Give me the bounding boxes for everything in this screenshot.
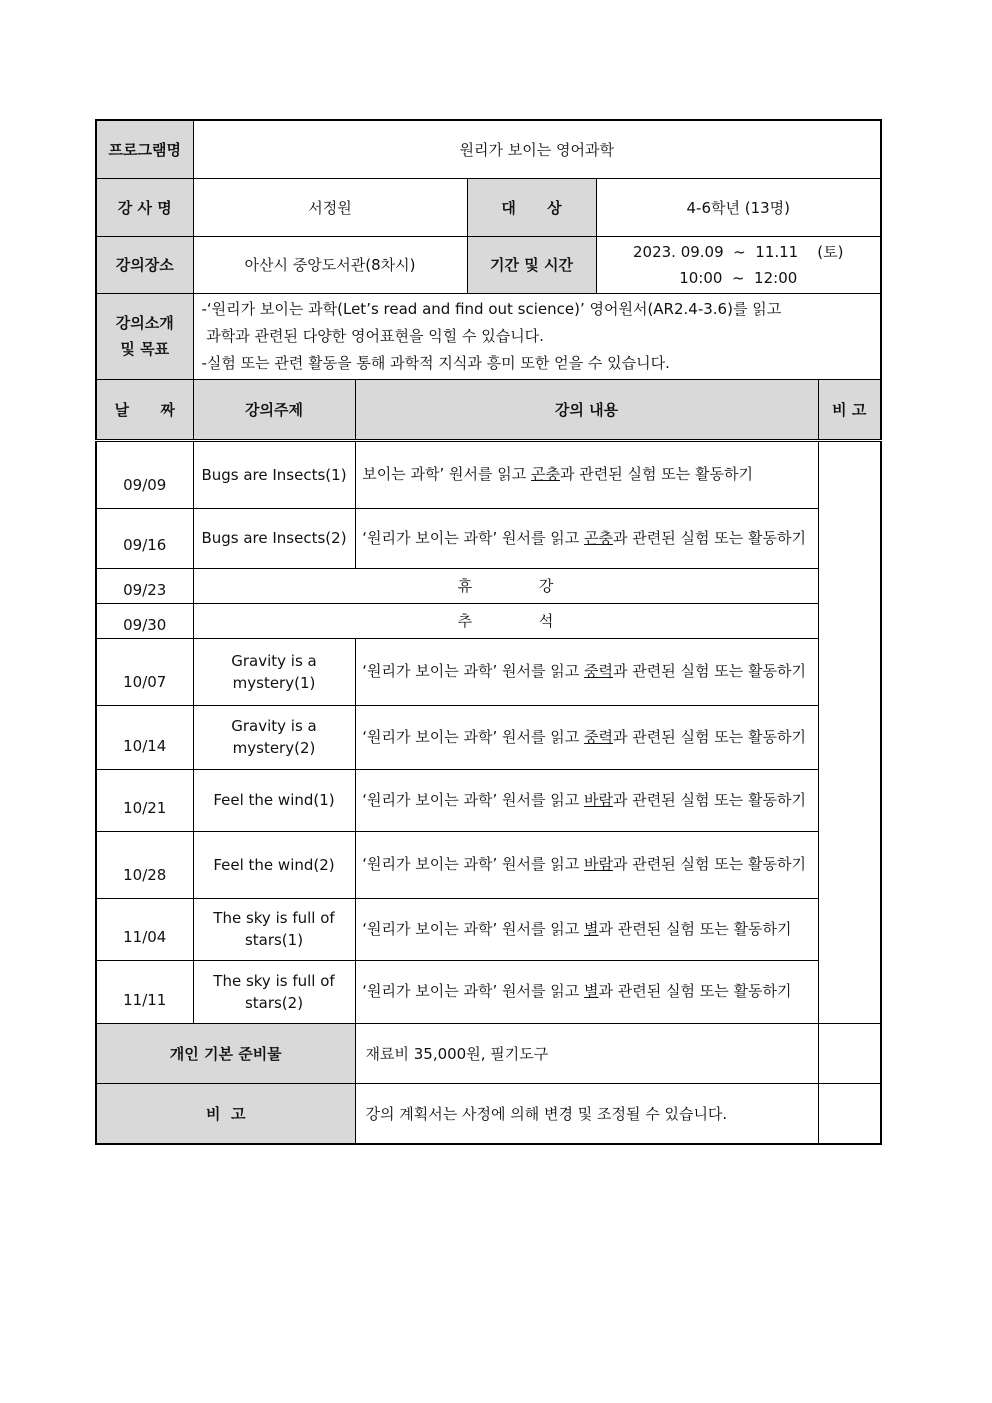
content-keyword: 별 <box>584 919 599 938</box>
schedule-date: 11/11 <box>96 960 193 1023</box>
date-column-header: 날 짜 <box>96 379 193 440</box>
topic-column-header: 강의주제 <box>193 379 355 440</box>
content-text: ‘원리가 보이는 과학’ 원서를 읽고 <box>357 982 585 1000</box>
remark-label: 비 고 <box>96 1083 355 1144</box>
supplies-row <box>96 1023 881 1083</box>
location-value: 아산시 중앙도서관(8차시) <box>193 236 467 293</box>
content-text: 과 관련된 실험 또는 활동하기 <box>613 662 806 680</box>
program-label: 프로그램명 <box>96 120 193 178</box>
period-dates: 2023. 09.09 ~ 11.11 (토) <box>632 242 844 261</box>
schedule-row <box>96 638 881 705</box>
remark-row <box>96 1083 881 1144</box>
schedule-row <box>96 508 881 568</box>
no-class-note: 추 석 <box>193 603 818 638</box>
instructor-label: 강 사 명 <box>96 178 193 236</box>
content-keyword: 곤충 <box>584 528 614 547</box>
schedule-content <box>355 898 818 960</box>
content-text: ‘원리가 보이는 과학’ 원서를 읽고 <box>357 528 585 547</box>
period-value <box>596 236 881 293</box>
schedule-content <box>355 638 818 705</box>
schedule-content <box>355 769 818 831</box>
content-text: 과 관련된 실험 또는 활동하기 <box>598 919 792 938</box>
intro-line: 과학과 관련된 다양한 영어표현을 익힐 수 있습니다. <box>201 326 544 345</box>
schedule-date: 09/09 <box>96 440 193 508</box>
schedule-date: 10/14 <box>96 705 193 769</box>
content-keyword: 별 <box>584 982 599 1000</box>
intro-label-line1: 강의소개 <box>115 314 174 332</box>
target-value: 4-6학년 (13명) <box>596 178 881 236</box>
program-row <box>96 120 881 178</box>
schedule-header-row <box>96 379 881 440</box>
content-keyword: 곤충 <box>531 465 561 483</box>
schedule-topic: The sky is full of stars(1) <box>193 898 355 960</box>
content-text: 과 관련된 실험 또는 활동하기 <box>560 465 753 483</box>
content-column-header: 강의 내용 <box>355 379 818 440</box>
schedule-row <box>96 603 881 638</box>
schedule-date: 09/23 <box>96 568 193 603</box>
schedule-date: 10/21 <box>96 769 193 831</box>
intro-label <box>96 293 193 379</box>
schedule-row <box>96 960 881 1023</box>
content-text: 과 관련된 실험 또는 활동하기 <box>598 982 792 1000</box>
content-text: ‘원리가 보이는 과학’ 원서를 읽고 <box>357 662 585 680</box>
schedule-date: 11/04 <box>96 898 193 960</box>
schedule-content <box>355 440 818 508</box>
schedule-note <box>818 440 881 1023</box>
schedule-date: 10/07 <box>96 638 193 705</box>
content-text: 과 관련된 실험 또는 활동하기 <box>613 727 806 746</box>
target-label: 대 상 <box>467 178 596 236</box>
schedule-topic: Bugs are Insects(1) <box>193 440 355 508</box>
schedule-content <box>355 831 818 898</box>
footer-blank-cell <box>818 1083 881 1144</box>
period-times: 10:00 ~ 12:00 <box>679 268 798 287</box>
schedule-date: 09/16 <box>96 508 193 568</box>
schedule-row <box>96 898 881 960</box>
intro-line: -‘원리가 보이는 과학(Let’s read and find out science)’ 영어원서(AR2.4-3.6)를 읽고 <box>201 299 782 318</box>
schedule-date: 10/28 <box>96 831 193 898</box>
schedule-topic: Feel the wind(2) <box>193 831 355 898</box>
footer-blank-cell <box>818 1023 881 1083</box>
schedule-topic: The sky is full of stars(2) <box>193 960 355 1023</box>
intro-text <box>193 293 881 379</box>
instructor-row <box>96 178 881 236</box>
location-label: 강의장소 <box>96 236 193 293</box>
supplies-value: 재료비 35,000원, 필기도구 <box>355 1023 818 1083</box>
schedule-topic: Gravity is a mystery(1) <box>193 638 355 705</box>
content-text: 과 관련된 실험 또는 활동하기 <box>613 855 806 873</box>
note-column-header: 비 고 <box>818 379 881 440</box>
schedule-row <box>96 440 881 508</box>
period-label: 기간 및 시간 <box>467 236 596 293</box>
lecture-plan-table <box>95 119 882 1145</box>
schedule-content <box>355 705 818 769</box>
schedule-topic: Gravity is a mystery(2) <box>193 705 355 769</box>
schedule-topic: Feel the wind(1) <box>193 769 355 831</box>
no-class-note: 휴 강 <box>193 568 818 603</box>
content-text: ‘원리가 보이는 과학’ 원서를 읽고 <box>357 727 585 746</box>
schedule-content <box>355 960 818 1023</box>
content-text: 과 관련된 실험 또는 활동하기 <box>613 790 806 809</box>
schedule-content <box>355 508 818 568</box>
content-text: ‘원리가 보이는 과학’ 원서를 읽고 <box>357 919 585 938</box>
schedule-topic: Bugs are Insects(2) <box>193 508 355 568</box>
schedule-date: 09/30 <box>96 603 193 638</box>
content-text: ‘원리가 보이는 과학’ 원서를 읽고 <box>357 790 585 809</box>
content-keyword: 중력 <box>584 662 614 680</box>
location-row <box>96 236 881 293</box>
supplies-label: 개인 기본 준비물 <box>96 1023 355 1083</box>
content-keyword: 바람 <box>584 855 614 873</box>
content-keyword: 바람 <box>584 790 614 809</box>
program-value: 원리가 보이는 영어과학 <box>193 120 881 178</box>
intro-row <box>96 293 881 379</box>
content-text: ‘원리가 보이는 과학’ 원서를 읽고 <box>357 855 585 873</box>
schedule-row <box>96 705 881 769</box>
remark-value: 강의 계획서는 사정에 의해 변경 및 조정될 수 있습니다. <box>355 1083 818 1144</box>
content-keyword: 중력 <box>584 727 614 746</box>
lecture-plan-document <box>95 119 882 1145</box>
schedule-row <box>96 831 881 898</box>
schedule-row <box>96 568 881 603</box>
schedule-row <box>96 769 881 831</box>
intro-label-line2: 및 목표 <box>120 340 170 358</box>
content-text: 과 관련된 실험 또는 활동하기 <box>613 528 806 547</box>
instructor-value: 서정원 <box>193 178 467 236</box>
content-text: 보이는 과학’ 원서를 읽고 <box>357 465 532 483</box>
intro-line: -실험 또는 관련 활동을 통해 과학적 지식과 흥미 또한 얻을 수 있습니다. <box>201 353 670 372</box>
